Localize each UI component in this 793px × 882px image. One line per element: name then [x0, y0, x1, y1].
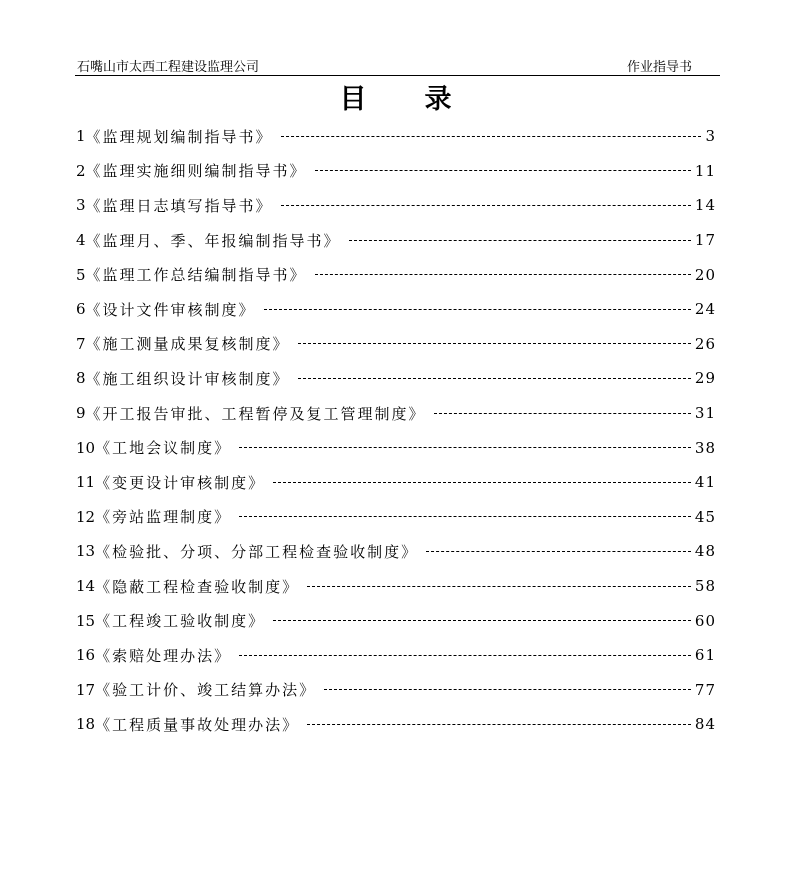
toc-title-left: 目 — [339, 84, 369, 115]
toc-leader-line — [239, 516, 691, 517]
company-name: 石嘴山市太西工程建设监理公司 — [77, 60, 260, 75]
page-header — [75, 54, 720, 76]
toc-entry-page: 84 — [694, 715, 716, 734]
toc-leader-line — [349, 240, 691, 241]
toc-leader-line — [281, 205, 691, 206]
toc-entry[interactable] — [76, 327, 716, 362]
toc-entry[interactable] — [76, 673, 716, 708]
toc-entry[interactable] — [76, 223, 716, 258]
toc-entry-page: 45 — [694, 507, 716, 526]
toc-entry-number: 13 — [76, 542, 96, 561]
toc-entry-page: 20 — [694, 265, 716, 284]
toc-entry-page: 77 — [694, 680, 716, 699]
toc-title-right: 录 — [424, 84, 454, 115]
toc-entry[interactable] — [76, 257, 716, 292]
toc-entry-title: 《工程质量事故处理办法》 — [95, 715, 300, 734]
toc-leader-line — [315, 274, 691, 275]
toc-entry[interactable] — [76, 569, 716, 604]
toc-entry-page: 24 — [694, 300, 716, 319]
toc-leader-line — [426, 551, 691, 552]
toc-leader-line — [281, 136, 702, 137]
toc-entry[interactable] — [76, 361, 716, 396]
toc-entry[interactable] — [76, 396, 716, 431]
table-of-contents — [76, 119, 716, 742]
toc-entry-number: 10 — [76, 438, 96, 457]
toc-leader-line — [298, 378, 691, 379]
toc-entry-title: 《工地会议制度》 — [95, 439, 232, 458]
toc-entry-page: 61 — [694, 646, 716, 665]
toc-entry[interactable] — [76, 154, 716, 189]
toc-entry-page: 38 — [694, 438, 716, 457]
toc-entry-title: 《监理工作总结编制指导书》 — [85, 266, 307, 285]
toc-entry-number: 6 — [76, 300, 86, 319]
toc-entry-number: 11 — [76, 473, 96, 492]
toc-entry-page: 60 — [694, 611, 716, 630]
toc-entry-number: 5 — [76, 265, 86, 284]
toc-entry[interactable] — [76, 603, 716, 638]
toc-entry-title: 《监理月、季、年报编制指导书》 — [85, 231, 341, 250]
toc-leader-line — [324, 689, 691, 690]
toc-leader-line — [307, 586, 691, 587]
toc-entry-page: 48 — [694, 542, 716, 561]
toc-entry[interactable] — [76, 188, 716, 223]
toc-entry[interactable] — [76, 465, 716, 500]
toc-leader-line — [307, 724, 691, 725]
toc-entry-number: 9 — [76, 404, 86, 423]
toc-entry-title: 《变更设计审核制度》 — [95, 473, 266, 492]
toc-leader-line — [264, 309, 691, 310]
toc-entry-title: 《监理日志填写指导书》 — [85, 196, 273, 215]
toc-entry[interactable] — [76, 430, 716, 465]
toc-entry-number: 16 — [76, 646, 96, 665]
toc-entry-title: 《旁站监理制度》 — [95, 508, 232, 527]
toc-entry-number: 17 — [76, 680, 96, 699]
toc-leader-line — [434, 413, 691, 414]
toc-entry-title: 《监理实施细则编制指导书》 — [85, 162, 307, 181]
toc-leader-line — [315, 170, 691, 171]
toc-entry-number: 4 — [76, 231, 86, 250]
toc-entry[interactable] — [76, 638, 716, 673]
toc-entry-page: 17 — [694, 231, 716, 250]
toc-entry[interactable] — [76, 500, 716, 535]
toc-entry[interactable] — [76, 292, 716, 327]
toc-leader-line — [273, 482, 691, 483]
toc-entry-title: 《检验批、分项、分部工程检查验收制度》 — [95, 542, 419, 561]
toc-entry-page: 31 — [694, 404, 716, 423]
toc-entry-number: 3 — [76, 196, 86, 215]
toc-entry-page: 3 — [705, 127, 716, 146]
toc-entry-number: 1 — [76, 127, 86, 146]
toc-entry[interactable] — [76, 534, 716, 569]
toc-entry-title: 《验工计价、竣工结算办法》 — [95, 681, 317, 700]
toc-entry-title: 《开工报告审批、工程暂停及复工管理制度》 — [85, 404, 426, 423]
toc-leader-line — [239, 655, 691, 656]
toc-entry-page: 29 — [694, 369, 716, 388]
toc-entry-number: 12 — [76, 507, 96, 526]
toc-entry-title: 《施工测量成果复核制度》 — [85, 335, 290, 354]
document-type: 作业指导书 — [626, 60, 692, 75]
toc-leader-line — [239, 447, 691, 448]
toc-entry[interactable] — [76, 707, 716, 742]
toc-entry-title: 《索赔处理办法》 — [95, 646, 232, 665]
toc-title — [0, 77, 793, 116]
toc-entry-page: 26 — [694, 334, 716, 353]
toc-entry-page: 41 — [694, 473, 716, 492]
toc-entry-title: 《设计文件审核制度》 — [85, 300, 256, 319]
toc-entry-page: 14 — [694, 196, 716, 215]
toc-leader-line — [273, 620, 691, 621]
toc-entry-title: 《监理规划编制指导书》 — [85, 127, 273, 146]
toc-entry-page: 58 — [694, 577, 716, 596]
toc-leader-line — [298, 343, 691, 344]
toc-entry-number: 8 — [76, 369, 86, 388]
toc-entry-title: 《隐蔽工程检查验收制度》 — [95, 577, 300, 596]
toc-entry-number: 7 — [76, 334, 86, 353]
toc-entry-title: 《工程竣工验收制度》 — [95, 612, 266, 631]
toc-entry-number: 2 — [76, 161, 86, 180]
toc-entry-number: 15 — [76, 611, 96, 630]
toc-entry-number: 14 — [76, 577, 96, 596]
toc-entry[interactable] — [76, 119, 716, 154]
toc-entry-title: 《施工组织设计审核制度》 — [85, 369, 290, 388]
toc-entry-number: 18 — [76, 715, 96, 734]
toc-entry-page: 11 — [694, 161, 716, 180]
